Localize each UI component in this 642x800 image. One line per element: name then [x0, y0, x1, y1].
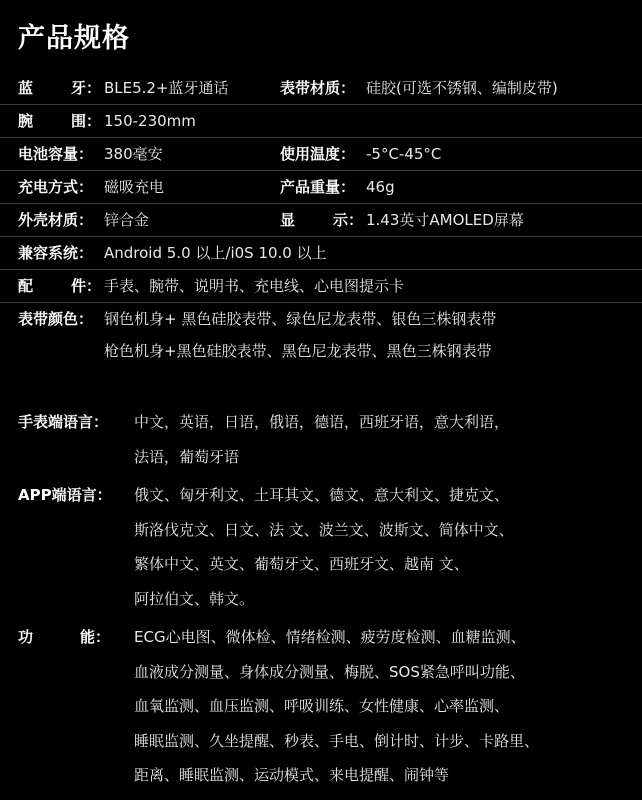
label-strap-material: 表带材质：	[280, 79, 356, 97]
spec-row-compat	[0, 237, 642, 270]
label-wrist: 腕 围 ：	[18, 112, 102, 130]
app-languages-line: 斯洛伐克文、日文、法 文、波兰文、波斯文、简体中文、	[134, 520, 514, 539]
value-temperature: -5°C-45°C	[366, 145, 442, 163]
value-strap-colors-2: 枪色机身+黑色硅胶表带、黑色尼龙表带、黑色三株钢表带	[104, 342, 492, 360]
app-languages-line: 俄文、匈牙利文、土耳其文、德文、意大利文、捷克文、	[134, 486, 510, 504]
app-languages-line: 繁体中文、英文、葡萄牙文、西班牙文、越南 文、	[134, 555, 469, 573]
value-weight: 46g	[366, 178, 395, 196]
label-case: 外壳材质：	[18, 211, 94, 229]
label-functions: 功 能：	[18, 628, 110, 646]
label-watch-languages: 手表端语言：	[18, 413, 109, 431]
value-battery: 380毫安	[104, 145, 163, 163]
label-display: 显 示 ：	[280, 211, 364, 229]
label-temperature: 使用温度：	[280, 145, 356, 163]
functions-line: 血氧监测、血压监测、呼吸训练、女性健康、心率监测、	[134, 697, 510, 715]
page-title: 产品规格	[18, 23, 130, 54]
spec-row-case	[0, 204, 642, 237]
functions-line: 睡眠监测、久坐提醒、秒表、手电、倒计时、计步、卡路里、	[134, 731, 540, 750]
app-languages-line: 阿拉伯文、韩文。	[134, 589, 255, 608]
functions-line: 血液成分测量、身体成分测量、梅脱、SOS紧急呼叫功能、	[134, 662, 525, 681]
label-app-languages: APP端语言：	[18, 486, 112, 504]
functions-line: 距离、睡眠监测、运动模式、来电提醒、闹钟等	[134, 766, 450, 784]
value-case: 锌合金	[104, 211, 150, 229]
value-charging: 磁吸充电	[104, 178, 165, 196]
value-compat: Android 5.0 以上/i0S 10.0 以上	[104, 244, 327, 262]
label-strap-colors: 表带颜色：	[18, 310, 94, 328]
spec-row-strap-colors	[0, 303, 642, 335]
label-battery: 电池容量：	[18, 145, 94, 163]
spec-row-strap-colors-cont	[0, 335, 642, 367]
label-weight: 产品重量：	[280, 178, 356, 196]
value-strap-material: 硅胶(可选不锈钢、编制皮带)	[366, 79, 558, 97]
label-accessories: 配 件 ：	[18, 277, 102, 295]
value-wrist: 150-230mm	[104, 112, 196, 130]
spec-row-bluetooth	[0, 72, 642, 105]
label-bluetooth: 蓝 牙 ：	[18, 79, 102, 97]
spec-row-accessories	[0, 270, 642, 303]
value-display: 1.43英寸AMOLED屏幕	[366, 211, 524, 229]
functions-line: ECG心电图、微体检、情绪检测、疲劳度检测、血糖监测、	[134, 628, 526, 646]
value-strap-colors-1: 钢色机身+ 黑色硅胶表带、绿色尼龙表带、银色三株钢表带	[104, 310, 497, 328]
label-compat: 兼容系统：	[18, 244, 94, 262]
value-bluetooth: BLE5.2+蓝牙通话	[104, 79, 229, 97]
spec-table	[0, 72, 642, 367]
value-accessories: 手表、腕带、说明书、充电线、心电图提示卡	[104, 277, 405, 295]
spec-row-battery	[0, 138, 642, 171]
watch-languages-line: 法语，葡萄牙语	[134, 447, 240, 466]
spec-row-wrist	[0, 105, 642, 138]
watch-languages-line: 中文，英语，日语，俄语，德语，西班牙语，意大利语，	[134, 413, 510, 431]
label-charging: 充电方式：	[18, 178, 94, 196]
spec-row-charging	[0, 171, 642, 204]
